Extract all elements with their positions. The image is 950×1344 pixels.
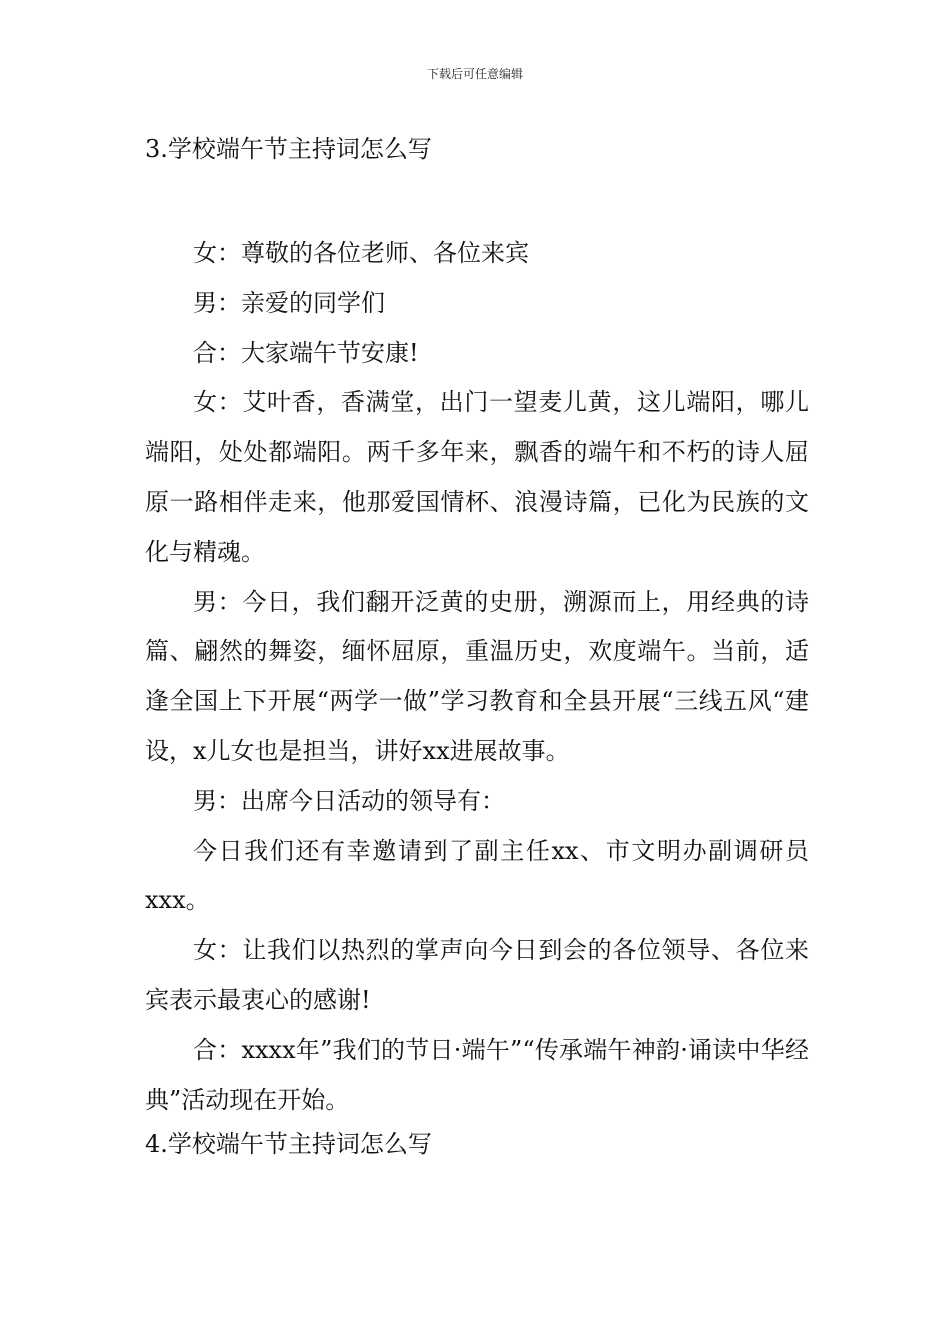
- paragraph-greeting-male: 男：亲爱的同学们: [193, 288, 385, 317]
- section-heading-3: 3.学校端午节主持词怎么写: [145, 135, 432, 163]
- paragraph-thanks: 女：让我们以热烈的掌声向今日到会的各位领导、各位来宾表示最衷心的感谢!: [145, 936, 809, 1014]
- paragraph-opening: 合：xxxx年”我们的节日·端午”“传承端午神韵·诵读中华经典”活动现在开始。: [145, 1035, 809, 1114]
- paragraph-female-intro: 女：艾叶香，香满堂，出门一望麦儿黄，这儿端阳，哪儿端阳，处处都端阳。两千多年来，飘香的端午和不朽的诗人屈原一路相伴走来，他那爱国情杯、浪漫诗篇，已化为民族的文化与精魂。: [145, 388, 809, 566]
- section-body: [145, 229, 809, 1125]
- paragraph-leaders-present: 男：出席今日活动的领导有：: [193, 786, 505, 815]
- page-header-note: 下载后可任意编辑: [426, 67, 523, 81]
- paragraph-greeting-together: 合：大家端午节安康!: [193, 338, 419, 367]
- paragraph-greeting-female: 女：尊敬的各位老师、各位来宾: [193, 239, 529, 267]
- section-heading-4: 4.学校端午节主持词怎么写: [145, 1130, 432, 1158]
- paragraph-guests-invited: 今日我们还有幸邀请到了副主任xx、市文明办副调研员xxx。: [145, 836, 809, 915]
- paragraph-male-intro: 男：今日，我们翻开泛黄的史册，溯源而上，用经典的诗篇、翩然的舞姿，缅怀屈原，重温历史，欢度端午。当前，适逢全国上下开展“两学一做”学习教育和全县开展“三线五风“建设，x儿女也是担当，讲好xx进展故事。: [145, 587, 809, 765]
